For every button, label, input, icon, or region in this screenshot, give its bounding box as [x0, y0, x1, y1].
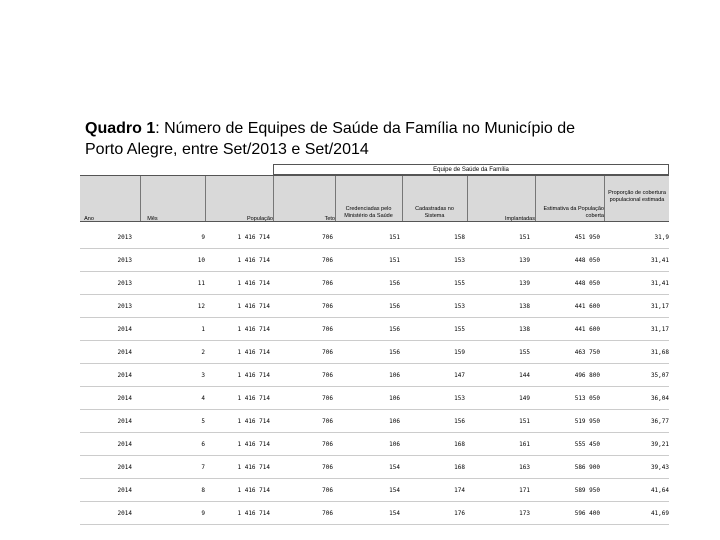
cell-ano: 2014 — [117, 510, 132, 517]
cell-est: 586 900 — [574, 464, 600, 471]
cell-teto: 706 — [322, 418, 333, 425]
cell-mes: 7 — [201, 464, 205, 471]
cell-pop: 1 416 714 — [237, 326, 270, 333]
cell-cred: 156 — [389, 280, 400, 287]
cell-cred: 154 — [389, 510, 400, 517]
cell-cred: 151 — [389, 257, 400, 264]
cell-imp: 139 — [519, 280, 530, 287]
table-row — [80, 341, 669, 364]
title-text: : Número de Equipes de Saúde da Família no Município de — [155, 120, 576, 137]
cell-mes: 9 — [201, 234, 205, 241]
cell-est: 555 450 — [574, 441, 600, 448]
cell-teto: 706 — [322, 326, 333, 333]
table-row — [80, 433, 669, 456]
cell-mes: 1 — [201, 326, 205, 333]
cell-cad: 168 — [454, 464, 465, 471]
title-line2: Porto Alegre, entre Set/2013 e Set/2014 — [85, 141, 369, 158]
data-table — [80, 164, 669, 517]
cell-imp: 138 — [519, 303, 530, 310]
table-row — [80, 387, 669, 410]
cell-cad: 176 — [454, 510, 465, 517]
cell-imp: 149 — [519, 395, 530, 402]
cell-prop: 31,17 — [650, 303, 669, 310]
cell-est: 441 600 — [574, 303, 600, 310]
cell-ano: 2014 — [117, 349, 132, 356]
table-row — [80, 295, 669, 318]
cell-pop: 1 416 714 — [237, 280, 270, 287]
table-header — [80, 175, 669, 222]
cell-cred: 154 — [389, 464, 400, 471]
table-row — [80, 249, 669, 272]
cell-ano: 2014 — [117, 418, 132, 425]
cell-cad: 159 — [454, 349, 465, 356]
cell-prop: 39,21 — [650, 441, 669, 448]
cell-imp: 151 — [519, 234, 530, 241]
cell-est: 463 750 — [574, 349, 600, 356]
cell-cred: 106 — [389, 395, 400, 402]
page-title — [85, 118, 685, 160]
cell-pop: 1 416 714 — [237, 418, 270, 425]
header-proporcao: Proporção de cobertura populacional estimada — [608, 190, 666, 203]
cell-prop: 36,77 — [650, 418, 669, 425]
cell-imp: 139 — [519, 257, 530, 264]
header-teto: Teto — [324, 216, 335, 222]
cell-pop: 1 416 714 — [237, 441, 270, 448]
cell-est: 589 950 — [574, 487, 600, 494]
cell-pop: 1 416 714 — [237, 487, 270, 494]
cell-mes: 6 — [201, 441, 205, 448]
cell-cred: 156 — [389, 349, 400, 356]
cell-cred: 106 — [389, 418, 400, 425]
cell-cad: 153 — [454, 303, 465, 310]
cell-teto: 706 — [322, 441, 333, 448]
cell-teto: 706 — [322, 234, 333, 241]
header-implantadas: Implantadas — [505, 216, 535, 222]
group-header: Equipe de Saúde da Família — [273, 164, 669, 175]
table-row — [80, 226, 669, 249]
cell-pop: 1 416 714 — [237, 349, 270, 356]
cell-mes: 3 — [201, 372, 205, 379]
cell-ano: 2014 — [117, 395, 132, 402]
cell-imp: 151 — [519, 418, 530, 425]
cell-est: 596 400 — [574, 510, 600, 517]
cell-imp: 138 — [519, 326, 530, 333]
cell-est: 451 950 — [574, 234, 600, 241]
cell-pop: 1 416 714 — [237, 395, 270, 402]
cell-imp: 144 — [519, 372, 530, 379]
cell-teto: 706 — [322, 395, 333, 402]
cell-mes: 12 — [197, 303, 205, 310]
header-ano: Ano — [84, 216, 94, 222]
cell-cred: 156 — [389, 326, 400, 333]
title-label: Quadro 1 — [85, 120, 156, 137]
cell-cad: 174 — [454, 487, 465, 494]
header-cadastradas: Cadastradas no Sistema — [415, 206, 454, 219]
cell-mes: 4 — [201, 395, 205, 402]
cell-ano: 2013 — [117, 234, 132, 241]
cell-teto: 706 — [322, 372, 333, 379]
cell-cad: 156 — [454, 418, 465, 425]
cell-mes: 9 — [201, 510, 205, 517]
cell-mes: 11 — [197, 280, 205, 287]
cell-cred: 106 — [389, 441, 400, 448]
cell-pop: 1 416 714 — [237, 372, 270, 379]
cell-ano: 2013 — [117, 257, 132, 264]
cell-prop: 35,07 — [650, 372, 669, 379]
cell-cad: 168 — [454, 441, 465, 448]
cell-teto: 706 — [322, 257, 333, 264]
cell-mes: 5 — [201, 418, 205, 425]
cell-mes: 8 — [201, 487, 205, 494]
table-row — [80, 456, 669, 479]
cell-teto: 706 — [322, 303, 333, 310]
cell-pop: 1 416 714 — [237, 464, 270, 471]
cell-cred: 106 — [389, 372, 400, 379]
table-row — [80, 410, 669, 433]
table-row — [80, 502, 669, 525]
cell-teto: 706 — [322, 487, 333, 494]
cell-imp: 163 — [519, 464, 530, 471]
table-row — [80, 479, 669, 502]
cell-cad: 153 — [454, 257, 465, 264]
cell-imp: 173 — [519, 510, 530, 517]
cell-est: 513 050 — [574, 395, 600, 402]
cell-ano: 2013 — [117, 280, 132, 287]
cell-cad: 158 — [454, 234, 465, 241]
cell-ano: 2014 — [117, 372, 132, 379]
cell-pop: 1 416 714 — [237, 257, 270, 264]
cell-est: 519 950 — [574, 418, 600, 425]
cell-ano: 2014 — [117, 464, 132, 471]
cell-pop: 1 416 714 — [237, 234, 270, 241]
cell-pop: 1 416 714 — [237, 303, 270, 310]
cell-prop: 39,43 — [650, 464, 669, 471]
header-populacao: População — [247, 216, 273, 222]
cell-cad: 153 — [454, 395, 465, 402]
cell-ano: 2014 — [117, 487, 132, 494]
cell-cred: 151 — [389, 234, 400, 241]
cell-cred: 156 — [389, 303, 400, 310]
cell-ano: 2013 — [117, 303, 132, 310]
cell-prop: 36,04 — [650, 395, 669, 402]
cell-imp: 155 — [519, 349, 530, 356]
cell-mes: 10 — [197, 257, 205, 264]
cell-est: 448 050 — [574, 257, 600, 264]
cell-pop: 1 416 714 — [237, 510, 270, 517]
cell-prop: 41,64 — [650, 487, 669, 494]
cell-ano: 2014 — [117, 326, 132, 333]
cell-prop: 31,68 — [650, 349, 669, 356]
cell-cad: 147 — [454, 372, 465, 379]
cell-prop: 31,17 — [650, 326, 669, 333]
cell-teto: 706 — [322, 464, 333, 471]
cell-est: 496 800 — [574, 372, 600, 379]
cell-cred: 154 — [389, 487, 400, 494]
header-credenciadas: Credenciadas pelo Ministério da Saúde — [344, 206, 393, 219]
cell-mes: 2 — [201, 349, 205, 356]
header-estimativa: Estimativa da População coberta — [543, 206, 604, 219]
cell-est: 448 050 — [574, 280, 600, 287]
cell-teto: 706 — [322, 349, 333, 356]
cell-prop: 41,69 — [650, 510, 669, 517]
header-mes: Mês — [147, 216, 158, 222]
cell-prop: 31,41 — [650, 257, 669, 264]
cell-teto: 706 — [322, 510, 333, 517]
cell-prop: 31,9 — [654, 234, 669, 241]
cell-cad: 155 — [454, 280, 465, 287]
cell-imp: 161 — [519, 441, 530, 448]
cell-imp: 171 — [519, 487, 530, 494]
cell-ano: 2014 — [117, 441, 132, 448]
table-row — [80, 318, 669, 341]
table-row — [80, 364, 669, 387]
cell-teto: 706 — [322, 280, 333, 287]
cell-cad: 155 — [454, 326, 465, 333]
table-row — [80, 272, 669, 295]
cell-prop: 31,41 — [650, 280, 669, 287]
cell-est: 441 600 — [574, 326, 600, 333]
